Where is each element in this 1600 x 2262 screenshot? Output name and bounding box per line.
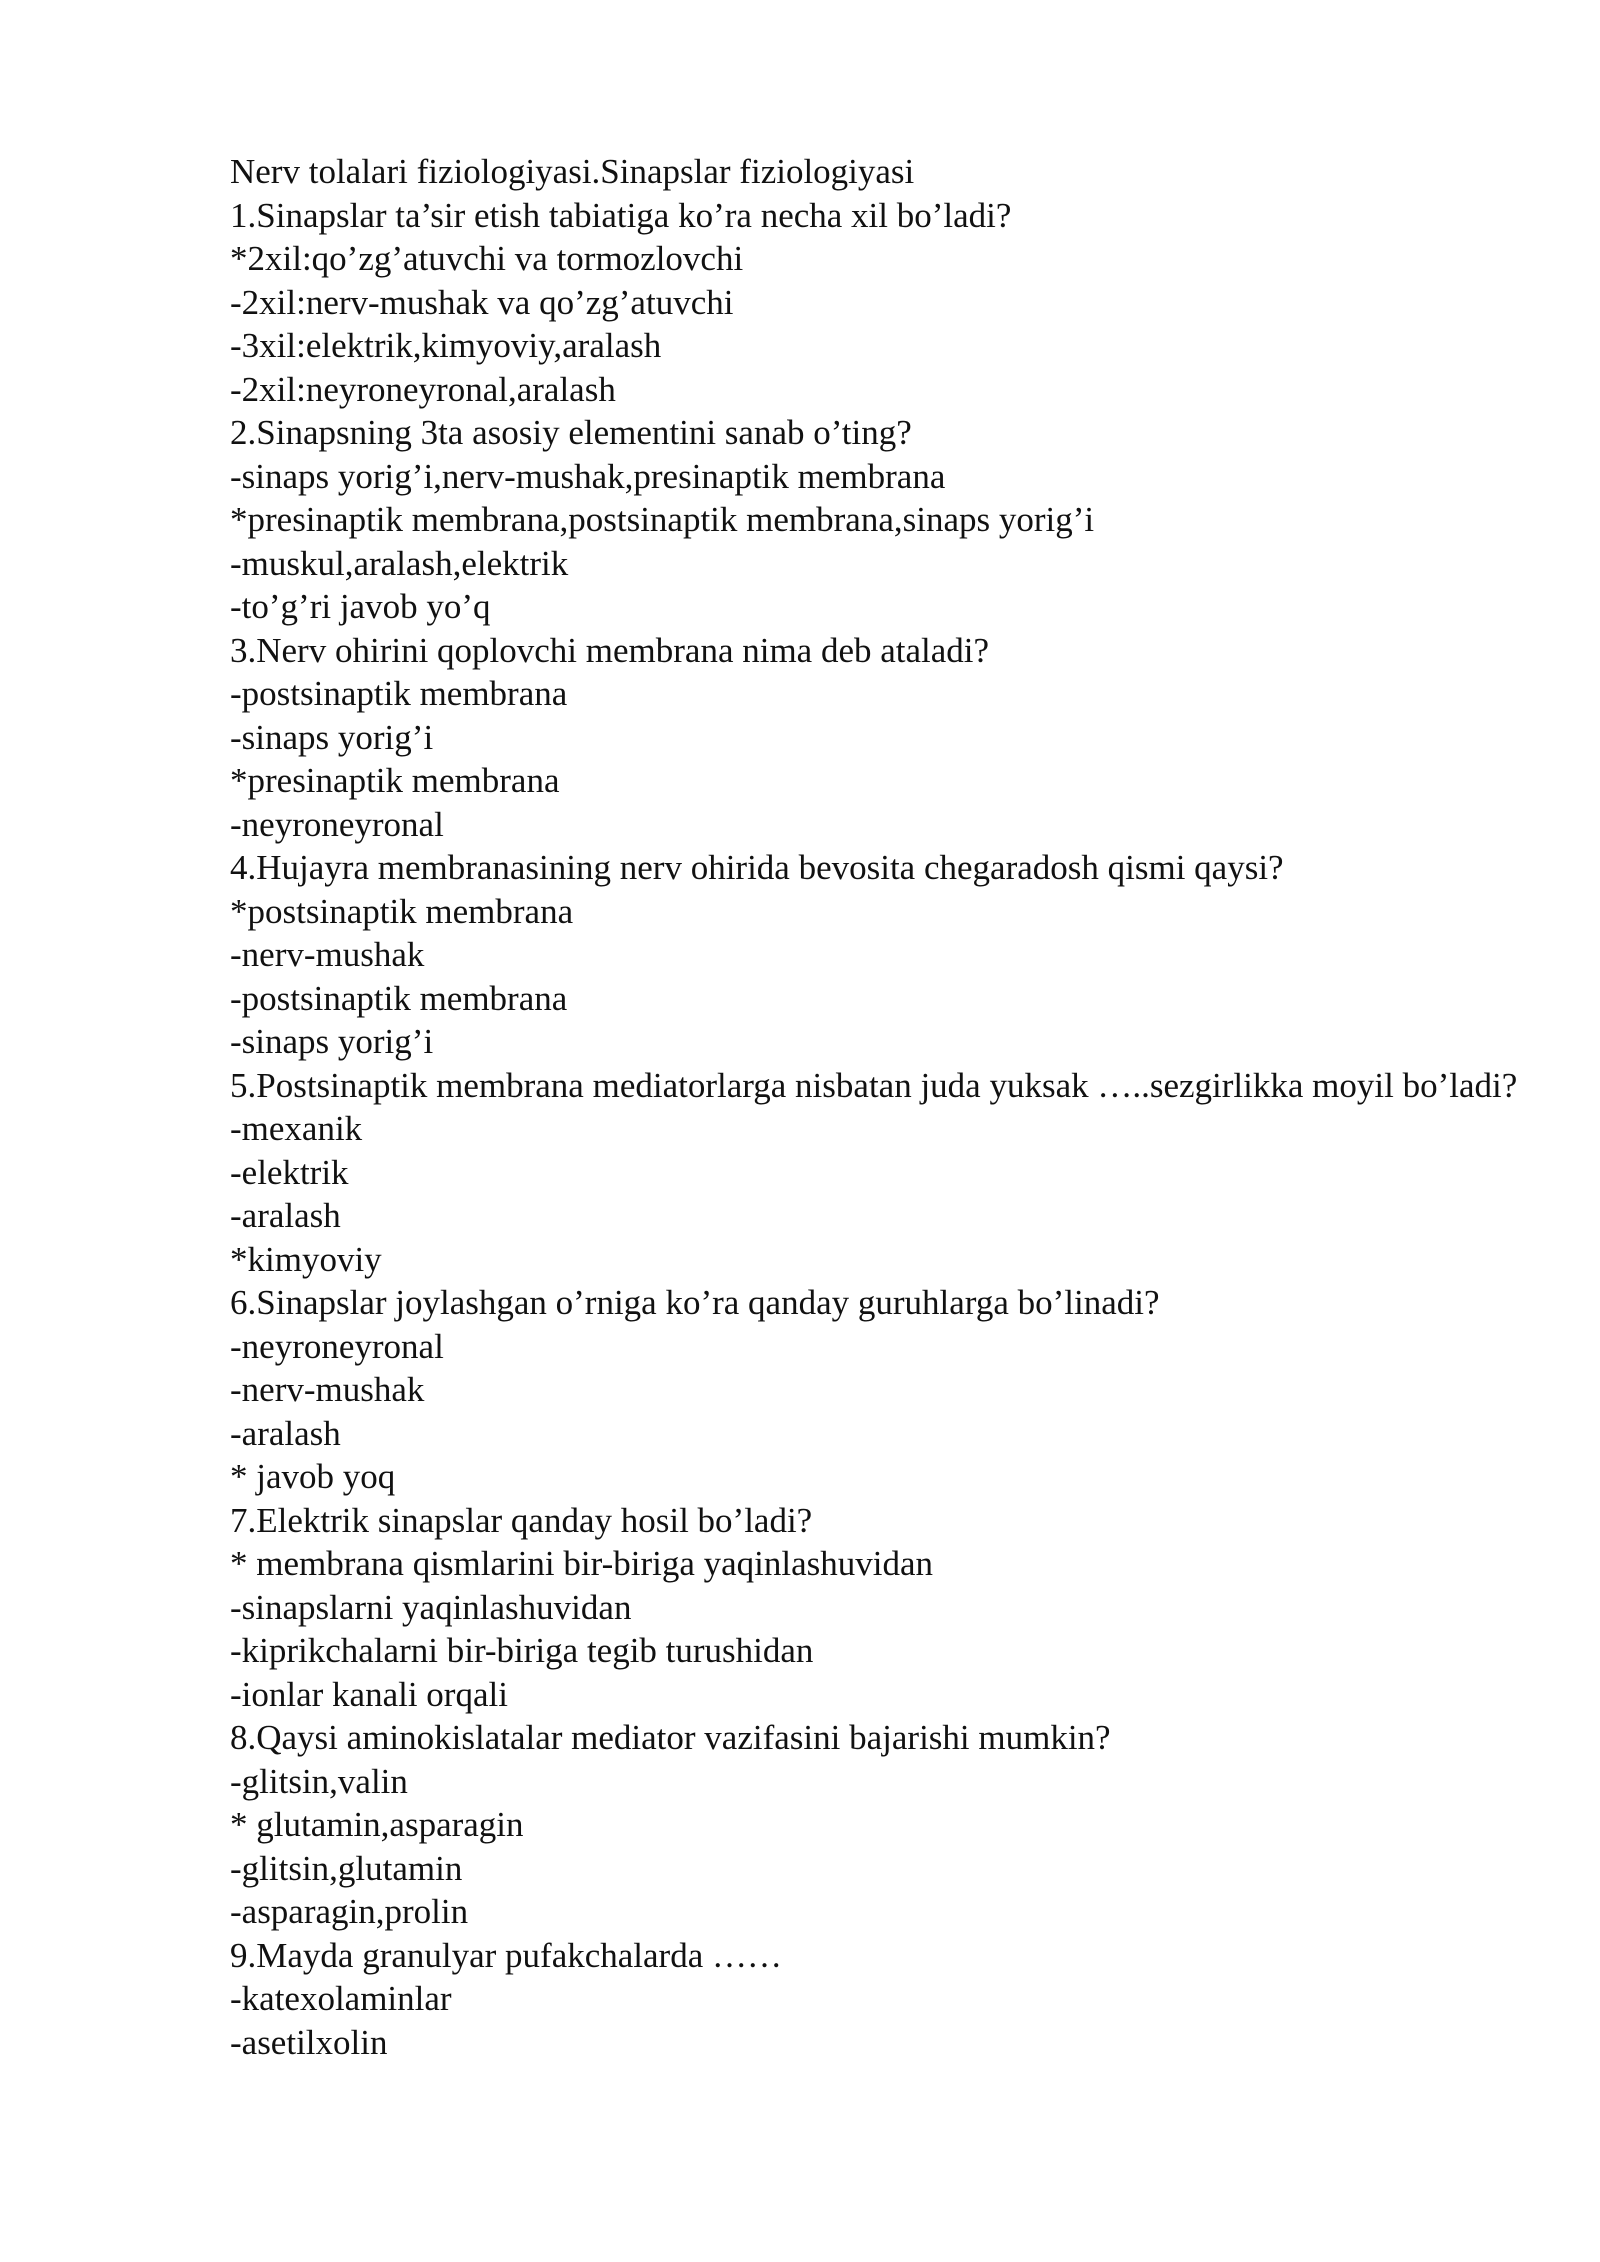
answer-option: -3xil:elektrik,kimyoviy,aralash [230,326,662,365]
answer-option: -muskul,aralash,elektrik [230,543,569,583]
answer-option: -postsinaptik membrana [230,674,568,713]
answer-option: -katexolaminlar [230,1979,452,2018]
answer-option: -elektrik [230,1152,349,1192]
answer-option: -asetilxolin [230,2022,388,2062]
question-1: 1.Sinapslar ta’sir etish tabiatiga ko’ra necha xil bo’ladi? [230,195,1012,235]
document-page [230,150,1530,2064]
answer-option: -kiprikchalarni bir-biriga tegib turushidan [230,1631,814,1670]
answer-option: -aralash [230,1196,341,1235]
answer-option: -sinaps yorig’i,nerv-mushak,presinaptik membrana [230,456,946,496]
question-5: 5.Postsinaptik membrana mediatorlarga nisbatan juda yuksak …..sezgirlikka moyil bo’ladi? [230,1065,1518,1105]
question-3: 3.Nerv ohirini qoplovchi membrana nima deb ataladi? [230,630,990,670]
answer-option: * membrana qismlarini bir-biriga yaqinlashuvidan [230,1544,934,1583]
answer-option: -sinaps yorig’i [230,717,434,757]
answer-option: -2xil:neyroneyronal,aralash [230,369,616,409]
answer-option: * javob yoq [230,1457,396,1496]
question-2: 2.Sinapsning 3ta asosiy elementini sanab o’ting? [230,413,912,452]
answer-option: -neyroneyronal [230,1326,444,1366]
answer-option: -ionlar kanali orqali [230,1674,508,1714]
answer-option: -postsinaptik membrana [230,978,568,1018]
question-8: 8.Qaysi aminokislatalar mediator vazifasini bajarishi mumkin? [230,1718,1111,1757]
answer-option: *2xil:qo’zg’atuvchi va tormozlovchi [230,239,744,278]
question-6: 6.Sinapslar joylashgan o’rniga ko’ra qanday guruhlarga bo’linadi? [230,1283,1160,1322]
question-4: 4.Hujayra membranasining nerv ohirida bevosita chegaradosh qismi qaysi? [230,848,1284,887]
answer-option: -neyroneyronal [230,804,444,844]
answer-option: -nerv-mushak [230,1370,425,1409]
answer-option: -sinapslarni yaqinlashuvidan [230,1587,632,1627]
answer-option: -mexanik [230,1109,363,1148]
document-title: Nerv tolalari fiziologiyasi.Sinapslar fiziologiyasi [230,152,915,191]
answer-option: *kimyoviy [230,1239,382,1279]
question-7: 7.Elektrik sinapslar qanday hosil bo’ladi? [230,1500,813,1540]
answer-option: -aralash [230,1413,341,1453]
answer-option: -nerv-mushak [230,935,425,974]
answer-option: -glitsin,glutamin [230,1848,463,1888]
question-9: 9.Mayda granulyar pufakchalarda …… [230,1935,783,1975]
answer-option: * glutamin,asparagin [230,1805,524,1844]
answer-option: *postsinaptik membrana [230,891,574,931]
answer-option: -2xil:nerv-mushak va qo’zg’atuvchi [230,282,734,322]
answer-option: -asparagin,prolin [230,1892,469,1931]
answer-option: *presinaptik membrana [230,761,560,800]
answer-option: -glitsin,valin [230,1761,408,1801]
answer-option: -sinaps yorig’i [230,1022,434,1061]
answer-option: -to’g’ri javob yo’q [230,587,491,626]
answer-option: *presinaptik membrana,postsinaptik membrana,sinaps yorig’i [230,500,1095,539]
